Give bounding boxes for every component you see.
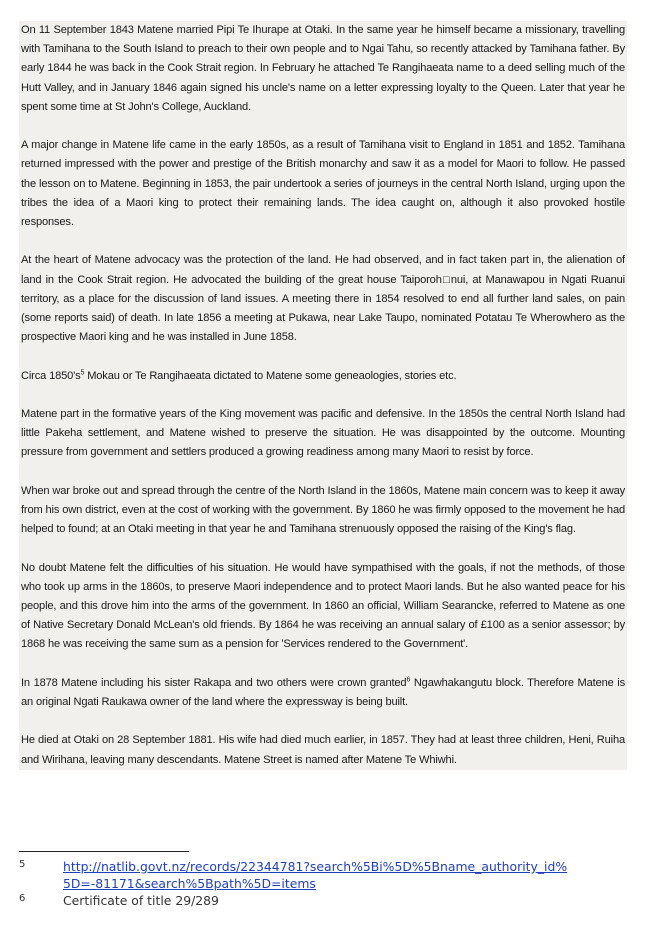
footnote-reference-6[interactable]: 6 xyxy=(406,676,411,684)
paragraph-gap xyxy=(19,386,627,405)
paragraph-gap xyxy=(19,539,627,558)
paragraph-king-movement: Matene part in the formative years of the King movement was pacific and defensive. In the 1850s the central North Island had little Pakeha settlement, and Matene wished to preserve the situation. He was disappointed by the outcome. Mounting pressure from government and settlers produced a growing readiness among many Maori to resist by force. xyxy=(19,405,627,463)
paragraph-war: When war broke out and spread through the centre of the North Island in the 1860s, Matene main concern was to keep it away from his own district, even at the cost of working with the government. By 1860 he was firmly opposed to the movement he had helped to found; at an Otaki meeting in that year he and Tamihana strenuously opposed the raising of the King's flag. xyxy=(19,482,627,540)
footnote-number: 6 xyxy=(19,893,26,904)
footnote-link[interactable]: http://natlib.govt.nz/records/22344781?search%5Bi%5D%5Bname_authority_id%5D=-81171&search%5Bpath%5D=items xyxy=(63,859,568,891)
paragraph-marriage: On 11 September 1843 Matene married Pipi Te Ihurape at Otaki. In the same year he himself became a missionary, travelling with Tamihana to the South Island to preach to their own people and to Ngai Tahu, so recently attacked by Tamihana father. By early 1844 he was back in the Cook Strait region. In February he attached Te Rangihaeata name to a deed selling much of the Hutt Valley, and in January 1846 again signed his uncle's name on a letter expressing loyalty to the Queen. Later that year he spent some time at St John's College, Auckland. xyxy=(19,21,627,117)
document-body xyxy=(19,21,627,770)
paragraph-gap xyxy=(19,712,627,731)
paragraph-gap xyxy=(19,463,627,482)
paragraph-text: Ngawhakangutu block. Therefore Matene is an original Ngati Raukawa owner of the land where the expressway is being built. xyxy=(21,676,625,708)
paragraph-1878-grant xyxy=(19,674,627,712)
footnote-6 xyxy=(19,892,627,909)
paragraph-circa-1850s xyxy=(19,367,627,386)
paragraph-gap xyxy=(19,347,627,366)
footnote-text: Certificate of title 29/289 xyxy=(63,893,219,908)
footnote-5 xyxy=(19,858,627,892)
paragraph-death: He died at Otaki on 28 September 1881. His wife had died much earlier, in 1857. They had at least three children, Heni, Ruiha and Wirihana, leaving many descendants. Matene Street is named after Matene Te Whiwhi. xyxy=(19,731,627,769)
paragraph-text: Circa 1850's xyxy=(21,369,81,382)
footnote-separator xyxy=(19,851,189,852)
paragraph-gap xyxy=(19,117,627,136)
footnote-number: 5 xyxy=(19,859,26,870)
paragraph-king-idea: A major change in Matene life came in the early 1850s, as a result of Tamihana visit to England in 1851 and 1852. Tamihana returned impressed with the power and prestige of the British monarchy and saw it as a model for Maori to follow. He passed the lesson on to Matene. Beginning in 1853, the pair undertook a series of journeys in the central North Island, urging upon the tribes the idea of a Maori king to protect their remaining lands. The idea caught on, although it also provoked hostile responses. xyxy=(19,136,627,232)
paragraph-gap xyxy=(19,232,627,251)
paragraph-text: In 1878 Matene including his sister Rakapa and two others were crown granted xyxy=(21,676,407,689)
paragraph-gap xyxy=(19,655,627,674)
paragraph-difficulties: No doubt Matene felt the difficulties of his situation. He would have sympathised with the goals, if not the methods, of those who took up arms in the 1860s, to preserve Maori independence and to protect Maori lands. But he also wanted peace for his people, and this drove him into the arms of the government. In 1860 an official, William Searancke, referred to Matene as one of Native Secretary Donald McLean's old friends. By 1864 he was receiving an annual salary of £100 as a senior assessor; by 1868 he was receiving the same sum as a pension for 'Services rendered to the Government'. xyxy=(19,559,627,655)
paragraph-land-advocacy: At the heart of Matene advocacy was the protection of the land. He had observed, and in fact taken part in, the alienation of land in the Cook Strait region. He advocated the building of the great house Taiporoh□nui, at Manawapou in Ngati Ruanui territory, as a place for the discussion of land issues. A meeting there in 1854 resolved to end all further land sales, on pain (some reports said) of death. In late 1856 a meeting at Pukawa, near Lake Taupo, nominated Potatau Te Wherowhero as the prospective Maori king and he was installed in June 1858. xyxy=(19,251,627,347)
paragraph-text: Mokau or Te Rangihaeata dictated to Matene some geneaologies, stories etc. xyxy=(84,369,457,382)
footnote-reference-5[interactable]: 5 xyxy=(80,368,85,376)
footnotes-section xyxy=(19,851,627,909)
